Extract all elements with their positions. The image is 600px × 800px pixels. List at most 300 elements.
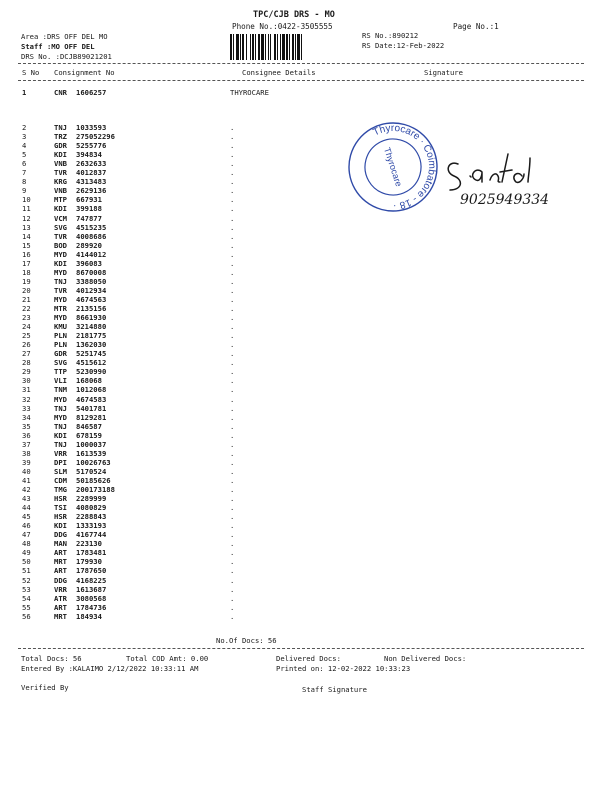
row-consignment-number: 2632633 xyxy=(76,159,107,169)
table-row xyxy=(0,431,600,440)
row-consignment-number: 4080829 xyxy=(76,503,107,513)
row-consignee: . xyxy=(230,204,235,214)
row-station-code: TNJ xyxy=(54,276,67,286)
row-sno: 55 xyxy=(22,602,31,612)
row-consignment-number: 1613539 xyxy=(76,448,107,458)
row-sno: 44 xyxy=(22,503,31,513)
table-row xyxy=(0,548,600,557)
table-row xyxy=(0,476,600,485)
row-consignment-number: 747877 xyxy=(76,213,102,223)
row-station-code: DPI xyxy=(54,457,67,467)
row-sno: 50 xyxy=(22,557,31,567)
row-station-code: DDG xyxy=(54,575,67,585)
row-sno: 52 xyxy=(22,575,31,585)
table-row xyxy=(0,340,600,349)
row-consignment-number: 4012934 xyxy=(76,285,107,295)
table-row xyxy=(0,449,600,458)
row-sno: 9 xyxy=(22,186,27,196)
row-consignee: . xyxy=(230,150,235,160)
row-consignee: . xyxy=(230,313,235,323)
row-consignee: . xyxy=(230,485,235,494)
total-docs: Total Docs: 56 xyxy=(21,654,82,663)
table-row xyxy=(0,539,600,548)
row-consignment-number: 4313483 xyxy=(76,177,107,187)
table-row xyxy=(0,313,600,322)
row-sno: 7 xyxy=(22,168,27,178)
table-row xyxy=(0,458,600,467)
table-row xyxy=(0,88,600,97)
row-consignee: . xyxy=(230,376,235,386)
rs-number: RS No.:890212 xyxy=(362,31,419,40)
no-of-docs: No.Of Docs: 56 xyxy=(216,636,277,645)
row-station-code: TNM xyxy=(54,385,67,395)
row-consignment-number: 678159 xyxy=(76,430,102,440)
stamp-inner-text: Thyrocare xyxy=(381,146,405,188)
row-consignment-number: 8129281 xyxy=(76,412,107,422)
row-consignee: . xyxy=(230,222,235,232)
row-consignment-number: 1783481 xyxy=(76,548,107,558)
row-consignee: . xyxy=(230,285,235,295)
row-sno: 22 xyxy=(22,304,31,313)
row-consignment-number: 289920 xyxy=(76,240,102,250)
row-station-code: VRR xyxy=(54,584,67,594)
row-station-code: PLN xyxy=(54,331,67,341)
row-consignee: . xyxy=(230,159,235,169)
row-sno: 13 xyxy=(22,222,31,232)
table-row xyxy=(0,585,600,594)
row-consignment-number: 10026763 xyxy=(76,457,111,467)
row-station-code: TVR xyxy=(54,168,67,178)
table-row xyxy=(0,367,600,376)
row-sno: 40 xyxy=(22,466,31,476)
table-row xyxy=(0,485,600,494)
row-sno: 41 xyxy=(22,475,31,485)
table-row xyxy=(0,286,600,295)
row-station-code: TTP xyxy=(54,367,67,377)
row-consignment-number: 1333193 xyxy=(76,521,107,531)
column-header-sno: S No xyxy=(22,68,40,77)
row-consignment-number: 168068 xyxy=(76,376,102,386)
row-sno: 21 xyxy=(22,294,31,304)
row-consignee: . xyxy=(230,394,235,404)
row-station-code: TNJ xyxy=(54,123,67,132)
row-consignee: . xyxy=(230,123,235,132)
row-consignee: . xyxy=(230,177,235,187)
row-sno: 14 xyxy=(22,231,31,241)
row-station-code: HSR xyxy=(54,512,67,522)
row-sno: 56 xyxy=(22,611,31,621)
table-row xyxy=(0,557,600,566)
non-delivered-docs: Non Delivered Docs: xyxy=(384,654,467,663)
row-sno: 17 xyxy=(22,258,31,268)
row-consignee: . xyxy=(230,240,235,250)
table-row xyxy=(0,612,600,621)
row-consignee: . xyxy=(230,132,235,142)
thyrocare-stamp xyxy=(346,120,440,214)
staff-label: Staff :MO OFF DEL xyxy=(21,42,95,51)
row-consignee: . xyxy=(230,548,235,558)
table-row xyxy=(0,331,600,340)
row-consignment-number: 50185626 xyxy=(76,475,111,485)
row-sno: 36 xyxy=(22,430,31,440)
row-station-code: TVR xyxy=(54,285,67,295)
row-sno: 39 xyxy=(22,457,31,467)
table-row xyxy=(0,277,600,286)
row-station-code: KDI xyxy=(54,258,67,268)
verified-by-label: Verified By xyxy=(21,683,69,692)
row-consignee: . xyxy=(230,249,235,259)
row-consignee: . xyxy=(230,521,235,531)
row-station-code: ART xyxy=(54,566,67,576)
row-sno: 47 xyxy=(22,530,31,540)
row-sno: 6 xyxy=(22,159,27,169)
row-station-code: SLM xyxy=(54,466,67,476)
row-station-code: MYD xyxy=(54,394,67,404)
table-row xyxy=(0,413,600,422)
row-consignee: . xyxy=(230,294,235,304)
row-consignee: . xyxy=(230,602,235,612)
row-consignee: . xyxy=(230,584,235,594)
row-consignee: . xyxy=(230,358,235,368)
row-consignee: . xyxy=(230,340,235,350)
row-consignment-number: 1606257 xyxy=(76,88,107,97)
row-consignee: . xyxy=(230,539,235,549)
total-cod-amount: Total COD Amt: 0.00 xyxy=(126,654,209,663)
row-consignment-number: 3214880 xyxy=(76,322,107,332)
row-station-code: MYD xyxy=(54,267,67,277)
row-consignee: . xyxy=(230,412,235,422)
row-consignment-number: 394834 xyxy=(76,150,102,160)
row-station-code: TNJ xyxy=(54,439,67,449)
table-row xyxy=(0,594,600,603)
row-station-code: VLI xyxy=(54,376,67,386)
row-consignment-number: 2288843 xyxy=(76,512,107,522)
row-station-code: MYD xyxy=(54,412,67,422)
table-row xyxy=(0,268,600,277)
row-consignee: . xyxy=(230,349,235,359)
row-consignment-number: 1613687 xyxy=(76,584,107,594)
row-consignee: . xyxy=(230,331,235,341)
delivered-docs: Delivered Docs: xyxy=(276,654,341,663)
row-consignee: . xyxy=(230,267,235,277)
row-consignment-number: 2289999 xyxy=(76,494,107,504)
row-sno: 48 xyxy=(22,539,31,549)
row-consignment-number: 4012837 xyxy=(76,168,107,178)
area-label: Area :DRS OFF DEL MO xyxy=(21,32,108,41)
row-station-code: KRG xyxy=(54,177,67,187)
row-consignment-number: 399188 xyxy=(76,204,102,214)
row-station-code: KDI xyxy=(54,430,67,440)
row-consignment-number: 5255776 xyxy=(76,141,107,151)
row-consignee: . xyxy=(230,494,235,504)
table-row xyxy=(0,467,600,476)
row-station-code: SVG xyxy=(54,358,67,368)
row-sno: 34 xyxy=(22,412,31,422)
table-row xyxy=(0,603,600,612)
table-row xyxy=(0,530,600,539)
row-consignee: . xyxy=(230,213,235,223)
row-consignment-number: 275052296 xyxy=(76,132,115,142)
row-sno: 31 xyxy=(22,385,31,395)
row-sno: 27 xyxy=(22,349,31,359)
row-sno: 10 xyxy=(22,195,31,205)
row-consignee: . xyxy=(230,421,235,431)
row-station-code: TNJ xyxy=(54,421,67,431)
row-sno: 2 xyxy=(22,123,27,132)
row-consignment-number: 4008686 xyxy=(76,231,107,241)
printed-on: Printed on: 12-02-2022 10:33:23 xyxy=(276,664,411,673)
row-consignment-number: 223130 xyxy=(76,539,102,549)
row-station-code: MAN xyxy=(54,539,67,549)
row-consignment-number: 2629136 xyxy=(76,186,107,196)
row-sno: 33 xyxy=(22,403,31,413)
row-station-code: TRZ xyxy=(54,132,67,142)
row-sno: 18 xyxy=(22,267,31,277)
row-station-code: ART xyxy=(54,548,67,558)
row-sno: 46 xyxy=(22,521,31,531)
row-consignee: . xyxy=(230,448,235,458)
row-station-code: KMU xyxy=(54,322,67,332)
row-sno: 35 xyxy=(22,421,31,431)
row-consignee: . xyxy=(230,276,235,286)
row-consignment-number: 1000037 xyxy=(76,439,107,449)
row-consignment-number: 1362030 xyxy=(76,340,107,350)
row-sno: 49 xyxy=(22,548,31,558)
row-consignee: . xyxy=(230,322,235,332)
column-header-consignment: Consignment No xyxy=(54,68,115,77)
row-station-code: CDM xyxy=(54,475,67,485)
row-station-code: HSR xyxy=(54,494,67,504)
table-row xyxy=(0,232,600,241)
table-row xyxy=(0,349,600,358)
row-station-code: TNJ xyxy=(54,403,67,413)
row-sno: 8 xyxy=(22,177,27,187)
table-row xyxy=(0,259,600,268)
row-station-code: VNB xyxy=(54,159,67,169)
row-station-code: TVR xyxy=(54,231,67,241)
divider xyxy=(18,648,584,649)
row-consignment-number: 396083 xyxy=(76,258,102,268)
row-consignment-number: 5230990 xyxy=(76,367,107,377)
row-sno: 5 xyxy=(22,150,27,160)
table-row xyxy=(0,385,600,394)
row-sno: 24 xyxy=(22,322,31,332)
entered-by: Entered By :KALAIMO 2/12/2022 10:33:11 AM xyxy=(21,664,199,673)
row-consignment-number: 4515235 xyxy=(76,222,107,232)
row-station-code: KDI xyxy=(54,150,67,160)
row-sno: 29 xyxy=(22,367,31,377)
row-station-code: DDG xyxy=(54,530,67,540)
row-consignee: . xyxy=(230,258,235,268)
table-row xyxy=(0,395,600,404)
row-consignment-number: 5251745 xyxy=(76,349,107,359)
row-sno: 12 xyxy=(22,213,31,223)
table-row xyxy=(0,440,600,449)
row-station-code: KDI xyxy=(54,204,67,214)
row-consignment-number: 184934 xyxy=(76,611,102,621)
row-sno: 28 xyxy=(22,358,31,368)
staff-signature-label: Staff Signature xyxy=(302,685,367,694)
row-station-code: BOD xyxy=(54,240,67,250)
table-row xyxy=(0,576,600,585)
row-station-code: ATR xyxy=(54,593,67,603)
row-station-code: MYD xyxy=(54,249,67,259)
row-consignee: . xyxy=(230,611,235,621)
row-station-code: VNB xyxy=(54,186,67,196)
table-row xyxy=(0,512,600,521)
row-station-code: MTP xyxy=(54,195,67,205)
row-consignee: . xyxy=(230,186,235,196)
table-row xyxy=(0,494,600,503)
table-row xyxy=(0,295,600,304)
row-consignee: . xyxy=(230,557,235,567)
row-sno: 23 xyxy=(22,313,31,323)
row-station-code: PLN xyxy=(54,340,67,350)
row-consignee: . xyxy=(230,475,235,485)
row-station-code: MRT xyxy=(54,611,67,621)
divider xyxy=(18,80,584,81)
row-station-code: GDR xyxy=(54,141,67,151)
row-station-code: GDR xyxy=(54,349,67,359)
row-consignee: . xyxy=(230,593,235,603)
table-row xyxy=(0,123,600,132)
row-station-code: ART xyxy=(54,602,67,612)
table-row xyxy=(0,422,600,431)
stamp-ring-text: Thyrocare · Coimbatore - 18 · xyxy=(371,122,438,212)
row-sno: 4 xyxy=(22,141,27,151)
table-row xyxy=(0,322,600,331)
row-consignment-number: 179930 xyxy=(76,557,102,567)
row-station-code: TSI xyxy=(54,503,67,513)
row-sno: 43 xyxy=(22,494,31,504)
table-row xyxy=(0,132,600,141)
row-consignee: . xyxy=(230,439,235,449)
row-consignment-number: 4168225 xyxy=(76,575,107,585)
row-consignee: . xyxy=(230,168,235,178)
row-sno: 1 xyxy=(22,88,27,97)
divider xyxy=(18,63,584,64)
row-consignment-number: 667931 xyxy=(76,195,102,205)
row-consignee: . xyxy=(230,566,235,576)
row-station-code: SVG xyxy=(54,222,67,232)
row-consignee: . xyxy=(230,466,235,476)
row-sno: 25 xyxy=(22,331,31,341)
table-row xyxy=(0,250,600,259)
row-station-code: MYD xyxy=(54,313,67,323)
row-consignment-number: 4674583 xyxy=(76,394,107,404)
table-row xyxy=(0,304,600,313)
row-sno: 30 xyxy=(22,376,31,386)
page-number: Page No.:1 xyxy=(453,22,499,31)
rs-date: RS Date:12-Feb-2022 xyxy=(362,41,445,50)
table-row xyxy=(0,503,600,512)
row-consignment-number: 5170524 xyxy=(76,466,107,476)
row-consignment-number: 3080568 xyxy=(76,593,107,603)
row-consignment-number: 3388050 xyxy=(76,276,107,286)
table-row xyxy=(0,404,600,413)
row-sno: 42 xyxy=(22,485,31,494)
row-consignment-number: 8661930 xyxy=(76,313,107,323)
table-row xyxy=(0,521,600,530)
row-station-code: KDI xyxy=(54,521,67,531)
row-consignment-number: 5401781 xyxy=(76,403,107,413)
row-consignment-number: 846587 xyxy=(76,421,102,431)
row-station-code: MRT xyxy=(54,557,67,567)
table-row xyxy=(0,241,600,250)
row-station-code: CNR xyxy=(54,88,67,97)
row-sno: 26 xyxy=(22,340,31,350)
row-consignee: . xyxy=(230,457,235,467)
phone-number: Phone No.:0422-3505555 xyxy=(232,22,333,31)
table-row xyxy=(0,358,600,367)
row-sno: 15 xyxy=(22,240,31,250)
row-consignee: . xyxy=(230,231,235,241)
row-consignment-number: 1033593 xyxy=(76,123,107,132)
row-consignment-number: 2181775 xyxy=(76,331,107,341)
row-consignee: . xyxy=(230,530,235,540)
column-header-consignee: Consignee Details xyxy=(242,68,316,77)
row-consignee: . xyxy=(230,512,235,522)
row-consignee: THYROCARE xyxy=(230,88,269,97)
row-consignee: . xyxy=(230,304,235,313)
row-sno: 45 xyxy=(22,512,31,522)
row-consignee: . xyxy=(230,141,235,151)
row-consignment-number: 4167744 xyxy=(76,530,107,540)
row-station-code: VRR xyxy=(54,448,67,458)
row-sno: 20 xyxy=(22,285,31,295)
row-consignment-number: 1784736 xyxy=(76,602,107,612)
row-consignee: . xyxy=(230,195,235,205)
row-station-code: TMG xyxy=(54,485,67,494)
row-consignee: . xyxy=(230,575,235,585)
row-consignee: . xyxy=(230,385,235,395)
row-sno: 19 xyxy=(22,276,31,286)
table-row xyxy=(0,376,600,385)
row-consignee: . xyxy=(230,430,235,440)
handwritten-phone: 9025949334 xyxy=(460,192,550,208)
handwritten-signature xyxy=(438,146,578,216)
row-consignment-number: 1787650 xyxy=(76,566,107,576)
row-consignment-number: 1012068 xyxy=(76,385,107,395)
row-consignee: . xyxy=(230,367,235,377)
row-station-code: VCM xyxy=(54,213,67,223)
row-consignee: . xyxy=(230,503,235,513)
row-sno: 37 xyxy=(22,439,31,449)
table-row xyxy=(0,223,600,232)
barcode xyxy=(230,34,346,60)
row-consignment-number: 8670008 xyxy=(76,267,107,277)
drs-number: DRS No. :DCJB89021201 xyxy=(21,52,112,61)
row-sno: 3 xyxy=(22,132,27,142)
column-header-signature: Signature xyxy=(424,68,463,77)
row-consignment-number: 4674563 xyxy=(76,294,107,304)
row-sno: 11 xyxy=(22,204,31,214)
row-sno: 32 xyxy=(22,394,31,404)
row-sno: 53 xyxy=(22,584,31,594)
row-sno: 54 xyxy=(22,593,31,603)
row-sno: 38 xyxy=(22,448,31,458)
table-row xyxy=(0,566,600,575)
row-consignment-number: 200173188 xyxy=(76,485,115,494)
row-consignment-number: 4144012 xyxy=(76,249,107,259)
row-station-code: MYD xyxy=(54,294,67,304)
row-consignment-number: 4515612 xyxy=(76,358,107,368)
row-sno: 51 xyxy=(22,566,31,576)
row-station-code: MTR xyxy=(54,304,67,313)
row-sno: 16 xyxy=(22,249,31,259)
report-title: TPC/CJB DRS - MO xyxy=(253,10,335,20)
row-consignee: . xyxy=(230,403,235,413)
